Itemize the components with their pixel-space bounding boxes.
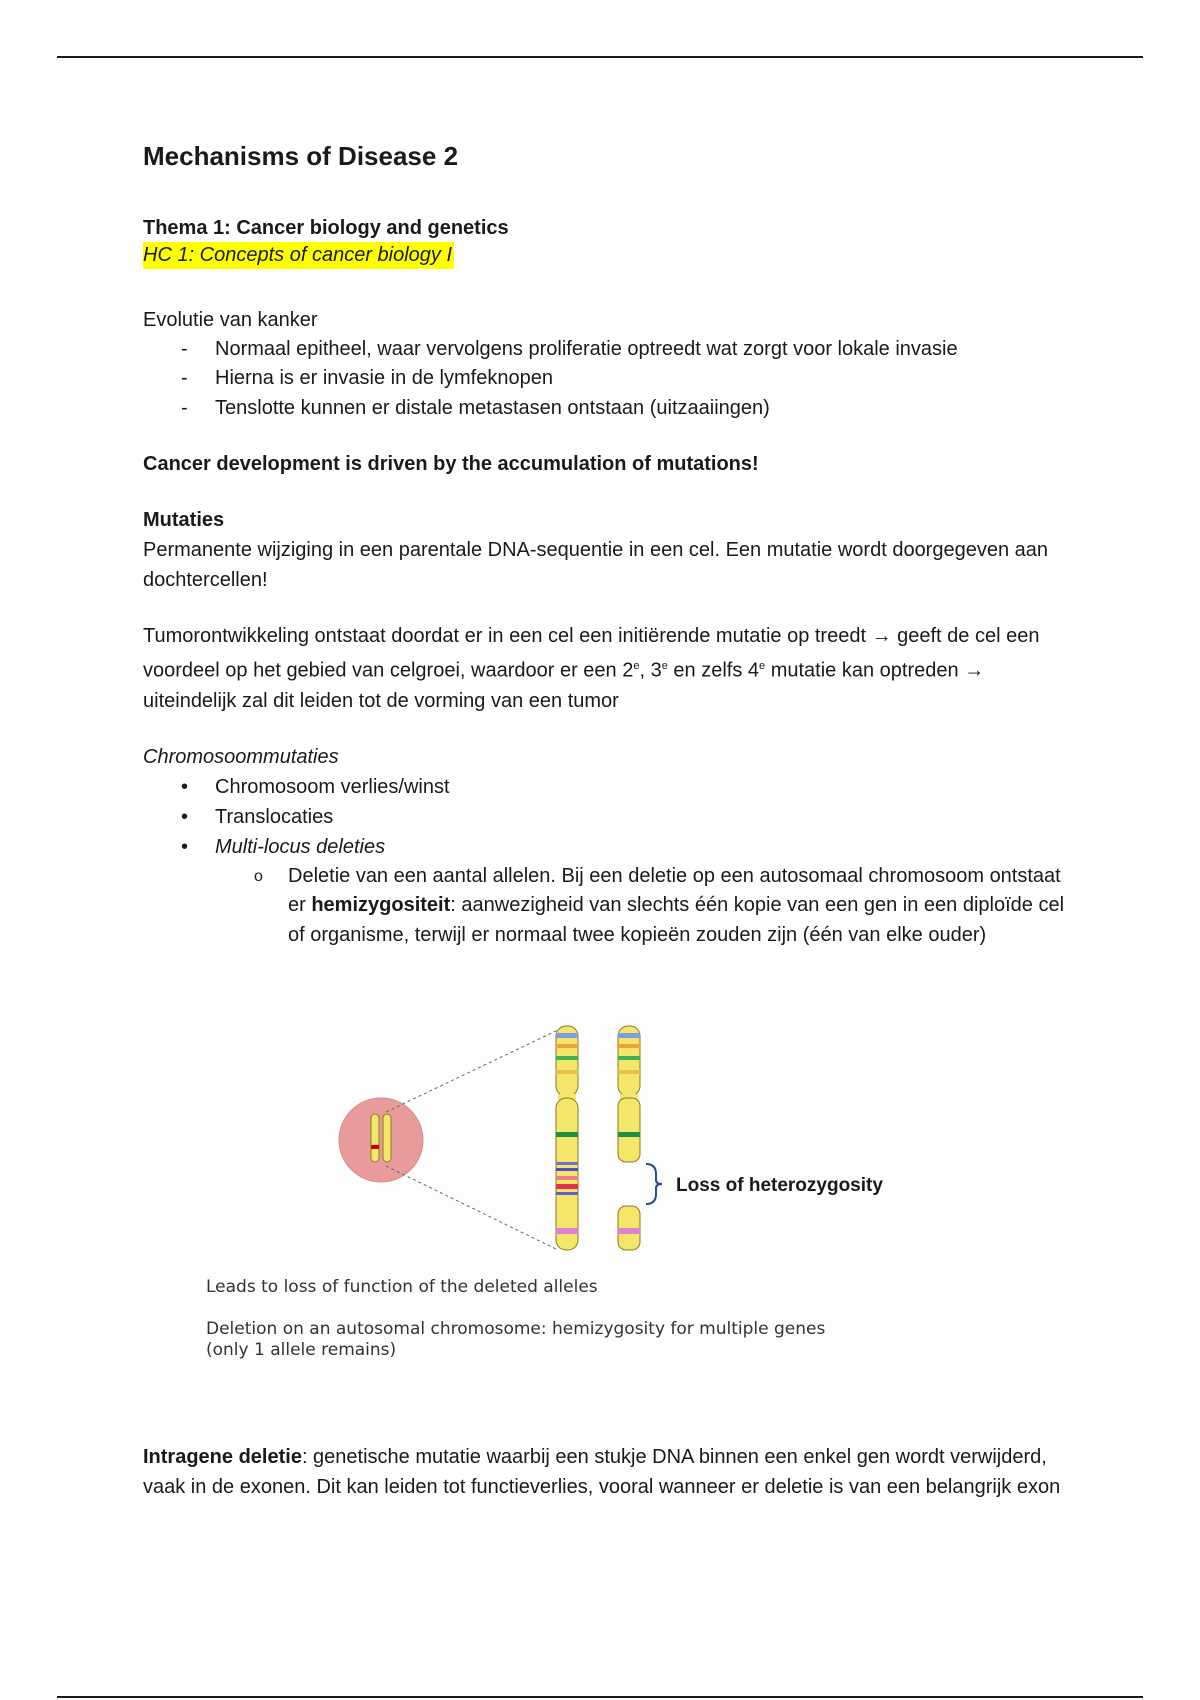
evolution-list [143, 335, 1073, 424]
chromosome-mutations-list [143, 772, 1073, 951]
list-item: • Translocaties [181, 802, 1073, 832]
zoom-line [386, 1166, 558, 1250]
list-item: - Tenslotte kunnen er distale metastasen ontstaan (uitzaaiingen) [181, 394, 1073, 424]
theme-heading: Thema 1: Cancer biology and genetics [143, 216, 509, 239]
top-rule [57, 56, 1143, 58]
mutaties-heading: Mutaties [143, 509, 225, 532]
list-item: • Chromosoom verlies/winst [181, 772, 1073, 802]
figure-caption-2: Deletion on an autosomal chromosome: hemizygosity for multiple genes [206, 1319, 826, 1339]
chromosome-with-deletion [618, 1026, 640, 1250]
lecture-heading-highlighted: HC 1: Concepts of cancer biology I [143, 242, 454, 269]
sub-list [215, 862, 1073, 951]
bold-statement: Cancer development is driven by the accumulation of mutations! [143, 453, 759, 476]
mutaties-paragraph: Permanente wijziging in een parentale DNA-sequentie in een cel. Een mutatie wordt doorgegeven aan dochtercellen! [143, 539, 1049, 592]
list-item: - Normaal epitheel, waar vervolgens proliferatie optreedt wat zorgt voor lokale invasie [181, 335, 1073, 365]
figure-caption-1: Leads to loss of function of the deleted alleles [206, 1277, 598, 1297]
chromosome-diagram [206, 1016, 886, 1306]
sub-list-item: o Deletie van een aantal allelen. Bij een deletie op een autosomaal chromosoom ontstaat er hemizygositeit: aanwezigheid van slechts één kopie van een gen in een diploïde cel of organisme, terwijl er normaal twee kopieën zouden zijn (één van elke ouder) [254, 862, 1073, 951]
list-item: • Multi-locus deleties o Deletie van een aantal allelen. Bij een deletie op een autosomaal chromosoom ontstaat er hemizygositeit: aanwezigheid van slechts één kopie van een gen in een diploïde cel of organisme, terwijl er normaal twee kopieën zouden zijn (één van elke ouder) [181, 832, 1073, 951]
bracket-icon [646, 1164, 662, 1204]
cell-icon [339, 1098, 423, 1182]
intragene-section [143, 1442, 1073, 1502]
evolution-heading: Evolutie van kanker [143, 308, 318, 331]
bottom-rule [57, 1696, 1143, 1698]
zoom-line [386, 1030, 558, 1112]
tumor-paragraph: Tumorontwikkeling ontstaat doordat er in een cel een initiërende mutatie op treedt → geeft de cel een voordeel op het gebied van celgroei, waardoor er een 2e, 3e en zelfs 4e mutatie kan optreden → uiteindelijk zal dit leiden tot de vorming van een tumor [143, 625, 1040, 712]
chromosome-intact [556, 1026, 578, 1250]
loss-of-heterozygosity-figure [206, 1016, 886, 1386]
intragene-paragraph: Intragene deletie: genetische mutatie waarbij een stukje DNA binnen een enkel gen wordt verwijderd, vaak in de exonen. Dit kan leiden tot functieverlies, vooral wanneer er deletie is van een belangrijk exon [143, 1446, 1061, 1498]
document-title: Mechanisms of Disease 2 [143, 141, 459, 171]
loss-of-heterozygosity-label: Loss of heterozygosity [676, 1175, 883, 1196]
list-item: - Hierna is er invasie in de lymfeknopen [181, 364, 1073, 394]
figure-caption-3: (only 1 allele remains) [206, 1340, 397, 1360]
page-content [143, 140, 1073, 950]
chromosome-mutations-heading: Chromosoommutaties [143, 745, 339, 768]
